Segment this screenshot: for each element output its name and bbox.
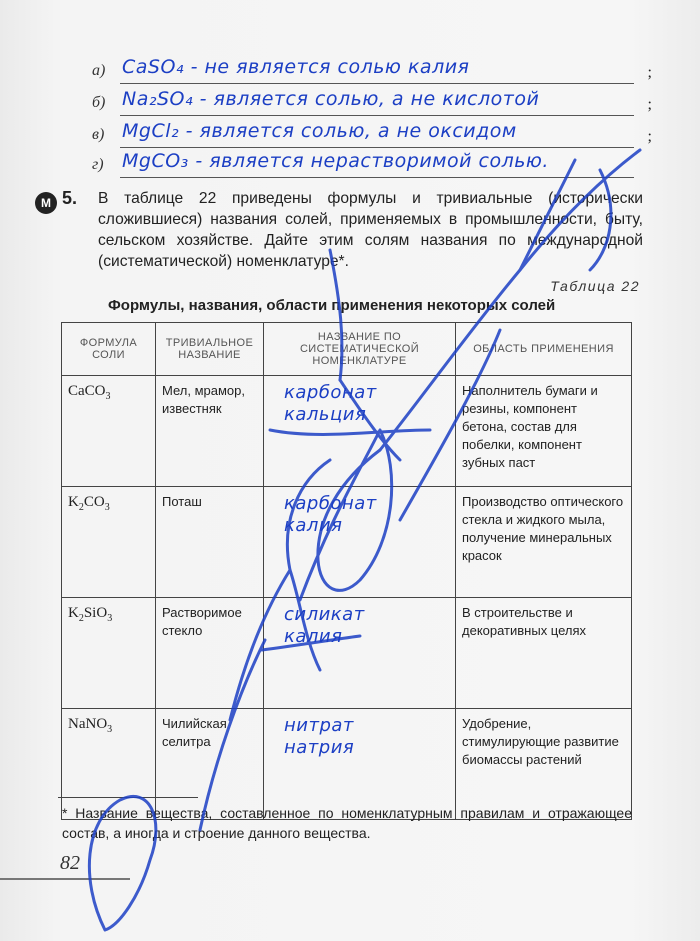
module-badge-icon: М [35,192,57,214]
handwritten-name: карбонат [284,382,377,403]
table-row [62,376,632,487]
handwritten-name: калия [284,515,343,536]
trivial-name-cell: Мел, мрамор, известняк [156,376,264,487]
formula-cell: $K_2SiO_3$ [62,598,156,709]
systematic-name-cell [264,376,456,487]
handwritten-name: карбонат [284,493,377,514]
handwritten-name: калия [284,626,343,647]
handwritten-answer: MgCl₂ - является солью, а не оксидом [122,120,517,142]
page-number: 82 [60,852,80,874]
column-header: ТРИВИАЛЬНОЕ НАЗВАНИЕ [156,323,264,376]
handwritten-name: силикат [284,604,365,625]
footnote: * Название вещества, составленное по номенклатурным правилам и отражающее состав, а иногда и строение данного вещества. [62,805,632,841]
answer-line [120,115,634,116]
column-header: ФОРМУЛА СОЛИ [62,323,156,376]
answer-letter: г) [92,156,104,173]
answer-letter: б) [92,94,106,111]
systematic-name-cell [264,487,456,598]
formula-cell: NaNO$_3$ [62,709,156,820]
handwritten-answer: Na₂SO₄ - является солью, а не кислотой [122,88,540,110]
table-header-row [62,323,632,376]
salts-table [61,322,632,820]
table-row [62,487,632,598]
answer-row-b [92,90,652,120]
handwritten-name: натрия [284,737,355,758]
column-header: НАЗВАНИЕ ПО СИСТЕМАТИЧЕСКОЙ НОМЕНКЛАТУРЕ [264,323,456,376]
table-row [62,598,632,709]
answer-semicolon: ; [647,64,652,81]
trivial-name-cell: Поташ [156,487,264,598]
answer-row-a [92,58,652,88]
footnote-divider [58,797,198,798]
page-number-rule [0,878,130,880]
handwritten-name: нитрат [284,715,354,736]
answer-line [120,83,634,84]
usage-cell: В строительстве и декоративных целях [456,598,632,709]
formula-cell: CaCO$_3$ [62,376,156,487]
handwritten-name: кальция [284,404,367,425]
table-title: Формулы, названия, области применения некоторых солей [108,297,556,314]
trivial-name-cell: Чилийская селитра [156,709,264,820]
formula-cell: $K_2CO_3$ [62,487,156,598]
systematic-name-cell [264,598,456,709]
answer-row-c [92,122,652,152]
table-caption: Таблица 22 [550,278,640,294]
trivial-name-cell: Растворимое стекло [156,598,264,709]
usage-cell: Производство оптического стекла и жидкого мыла, получение минеральных красок [456,487,632,598]
answer-row-d [92,152,652,182]
usage-cell: Наполнитель бумаги и резины, компонент бетона, состав для побелки, компонент зубных паст [456,376,632,487]
handwritten-answer: CaSO₄ - не является солью калия [122,56,470,78]
task-number: 5. [62,188,78,208]
answer-semicolon: ; [647,96,652,113]
answer-line [120,177,634,178]
usage-cell: Удобрение, стимулирующие развитие биомассы растений [456,709,632,820]
column-header: ОБЛАСТЬ ПРИМЕНЕНИЯ [456,323,632,376]
answer-line [120,147,634,148]
answer-semicolon: ; [647,128,652,145]
answer-letter: в) [92,126,105,143]
task-text: В таблице 22 приведены формулы и тривиальные (исторически сложившиеся) названия солей, применяемых в промышленности, быту, сельском хозяйстве. Дайте этим солям названия по международной (систематической) номенклатуре*. [98,190,643,270]
answer-letter: а) [92,62,106,79]
handwritten-answer: MgCO₃ - является нерастворимой солью. [122,150,549,172]
